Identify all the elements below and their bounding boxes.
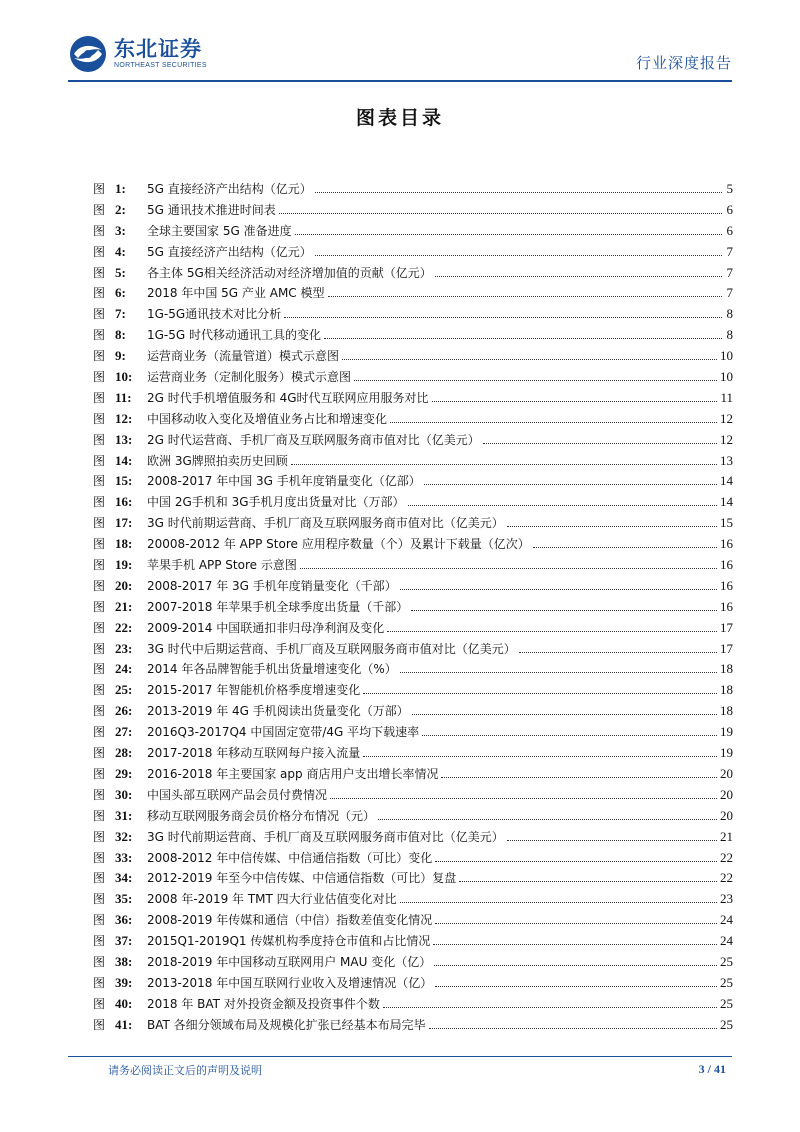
logo-emblem-icon <box>68 34 108 74</box>
figure-number: 41: <box>115 1016 133 1032</box>
dot-leader <box>387 631 717 632</box>
figure-number: 12: <box>115 410 133 426</box>
figure-page-number: 15 <box>720 515 733 531</box>
figure-page-number: 20 <box>720 786 733 802</box>
figure-number: 23: <box>115 640 133 656</box>
figure-title: 2G 时代手机增值服务和 4G时代互联网应用服务对比 <box>147 390 429 405</box>
figure-page-number: 14 <box>720 473 733 489</box>
figure-label: 图 <box>93 432 106 447</box>
figure-page-number: 5 <box>726 181 733 196</box>
figure-entry[interactable] <box>93 577 733 598</box>
figure-title: 欧洲 3G牌照拍卖历史回顾 <box>147 453 288 468</box>
figure-page-number: 17 <box>720 640 733 656</box>
figure-number: 10: <box>115 369 133 385</box>
dot-leader <box>483 443 717 444</box>
figure-page-number: 23 <box>720 891 733 907</box>
figure-label: 图 <box>93 641 106 656</box>
figure-title: 2G 时代运营商、手机厂商及互联网服务商市值对比（亿美元） <box>147 432 480 447</box>
figure-number: 3: <box>115 222 126 238</box>
figure-entry[interactable] <box>93 911 733 932</box>
figure-title: 2016-2018 年主要国家 app 商店用户支出增长率情况 <box>147 766 439 781</box>
figure-page-number: 24 <box>720 933 733 949</box>
figure-entry[interactable] <box>93 786 733 807</box>
figure-number: 27: <box>115 724 133 740</box>
figure-label: 图 <box>93 328 106 343</box>
figure-title: 2018 年中国 5G 产业 AMC 模型 <box>147 286 325 301</box>
dot-leader <box>291 464 717 465</box>
figure-title: 2008-2019 年传媒和通信（中信）指数差值变化情况 <box>147 913 433 928</box>
figure-number: 5: <box>115 264 126 280</box>
figure-number: 35: <box>115 891 133 907</box>
figure-label: 图 <box>93 892 106 907</box>
figure-page-number: 24 <box>720 912 733 928</box>
dot-leader <box>412 714 717 715</box>
dot-leader <box>324 338 722 339</box>
figure-number: 38: <box>115 953 133 969</box>
figure-entry[interactable] <box>93 974 733 995</box>
figure-number: 29: <box>115 765 133 781</box>
figure-page-number: 6 <box>726 201 733 217</box>
figure-label: 图 <box>93 516 106 531</box>
figure-number: 8: <box>115 327 126 343</box>
figure-number: 22: <box>115 619 133 635</box>
figure-entry[interactable] <box>93 264 733 285</box>
figure-title: 2013-2019 年 4G 手机阅读出货量变化（万部） <box>147 704 409 719</box>
figure-entry[interactable] <box>93 723 733 744</box>
figure-page-number: 16 <box>720 536 733 552</box>
figure-entry[interactable] <box>93 932 733 953</box>
figure-page-number: 11 <box>720 389 733 405</box>
figure-entry[interactable] <box>93 389 733 410</box>
dot-leader <box>435 923 717 924</box>
figure-label: 图 <box>93 411 106 426</box>
dot-leader <box>435 276 722 277</box>
dot-leader <box>354 380 717 381</box>
figure-number: 11: <box>115 389 132 405</box>
figure-label: 图 <box>93 725 106 740</box>
figure-number: 14: <box>115 452 133 468</box>
figure-list <box>93 180 733 1037</box>
figure-label: 图 <box>93 766 106 781</box>
dot-leader <box>300 568 717 569</box>
figure-number: 1: <box>115 181 126 196</box>
figure-number: 21: <box>115 598 133 614</box>
dot-leader <box>411 610 717 611</box>
figure-page-number: 7 <box>726 243 733 259</box>
dot-leader <box>400 589 717 590</box>
figure-label: 图 <box>93 265 106 280</box>
figure-title: 2013-2018 年中国互联网行业收入及增速情况（亿） <box>147 975 433 990</box>
figure-label: 图 <box>93 850 106 865</box>
figure-label: 图 <box>93 182 106 196</box>
figure-title: 2017-2018 年移动互联网每户接入流量 <box>147 746 361 761</box>
figure-page-number: 16 <box>720 598 733 614</box>
figure-page-number: 18 <box>720 661 733 677</box>
dot-leader <box>400 672 717 673</box>
figure-entry[interactable] <box>93 305 733 326</box>
figure-label: 图 <box>93 996 106 1011</box>
page-number: 3 / 41 <box>698 1062 726 1076</box>
figure-number: 7: <box>115 306 126 322</box>
figure-page-number: 21 <box>720 828 733 844</box>
figure-label: 图 <box>93 683 106 698</box>
figure-page-number: 12 <box>720 431 733 447</box>
figure-title: 2018-2019 年中国移动互联网用户 MAU 变化（亿） <box>147 954 432 969</box>
figure-label: 图 <box>93 662 106 677</box>
dot-leader <box>519 652 717 653</box>
figure-number: 18: <box>115 536 133 552</box>
figure-page-number: 7 <box>726 285 733 301</box>
figure-label: 图 <box>93 558 106 573</box>
dot-leader <box>284 317 722 318</box>
footer-divider <box>68 1056 732 1057</box>
figure-number: 25: <box>115 682 133 698</box>
figure-entry[interactable] <box>93 410 733 431</box>
figure-title: 2015Q1-2019Q1 传媒机构季度持仓市值和占比情况 <box>147 934 431 949</box>
figure-number: 15: <box>115 473 133 489</box>
figure-entry[interactable] <box>93 431 733 452</box>
figure-page-number: 19 <box>720 745 733 761</box>
figure-label: 图 <box>93 808 106 823</box>
dot-leader <box>533 547 717 548</box>
figure-title: 2012-2019 年至今中信传媒、中信通信指数（可比）复盘 <box>147 871 457 886</box>
dot-leader <box>459 881 717 882</box>
company-logo <box>68 34 207 74</box>
figure-entry[interactable] <box>93 660 733 681</box>
figure-title: 3G 时代前期运营商、手机厂商及互联网服务商市值对比（亿美元） <box>147 516 504 531</box>
figure-number: 24: <box>115 661 133 677</box>
figure-number: 28: <box>115 745 133 761</box>
dot-leader <box>342 359 717 360</box>
dot-leader <box>441 777 717 778</box>
figure-title: 2008-2012 年中信传媒、中信通信指数（可比）变化 <box>147 850 433 865</box>
disclaimer-note: 请务必阅读正文后的声明及说明 <box>108 1064 262 1077</box>
figure-number: 20: <box>115 577 133 593</box>
figure-page-number: 22 <box>720 849 733 865</box>
dot-leader <box>435 861 717 862</box>
figure-label: 图 <box>93 1017 106 1032</box>
figure-entry[interactable] <box>93 681 733 702</box>
figure-label: 图 <box>93 704 106 719</box>
dot-leader <box>422 735 717 736</box>
figure-entry[interactable] <box>93 347 733 368</box>
figure-label: 图 <box>93 934 106 949</box>
figure-page-number: 14 <box>720 494 733 510</box>
figure-entry[interactable] <box>93 535 733 556</box>
dot-leader <box>507 840 717 841</box>
dot-leader <box>424 484 717 485</box>
figure-entry[interactable] <box>93 890 733 911</box>
figure-title: 全球主要国家 5G 准备进度 <box>147 223 292 238</box>
figure-title: 2008-2017 年中国 3G 手机年度销量变化（亿部） <box>147 474 421 489</box>
figure-page-number: 12 <box>720 410 733 426</box>
figure-title: 20008-2012 年 APP Store 应用程序数量（个）及累计下载量（亿次） <box>147 537 530 552</box>
figure-entry[interactable] <box>93 326 733 347</box>
figure-entry[interactable] <box>93 472 733 493</box>
dot-leader <box>429 1028 717 1029</box>
figure-entry[interactable] <box>93 556 733 577</box>
dot-leader <box>328 296 723 297</box>
figure-label: 图 <box>93 746 106 761</box>
figure-label: 图 <box>93 620 106 635</box>
figure-number: 34: <box>115 870 133 886</box>
dot-leader <box>383 1007 717 1008</box>
figure-number: 32: <box>115 828 133 844</box>
figure-label: 图 <box>93 390 106 405</box>
figure-title: 5G 直接经济产出结构（亿元） <box>147 244 312 259</box>
figure-title: 运营商业务（流量管道）模式示意图 <box>147 349 340 364</box>
page-title: 图表目录 <box>355 107 444 129</box>
figure-entry[interactable] <box>93 201 733 222</box>
figure-page-number: 10 <box>720 348 733 364</box>
dot-leader <box>279 213 722 214</box>
figure-page-number: 22 <box>720 870 733 886</box>
figure-page-number: 17 <box>720 619 733 635</box>
figure-number: 6: <box>115 285 126 301</box>
figure-entry[interactable] <box>93 452 733 473</box>
figure-number: 17: <box>115 515 133 531</box>
figure-page-number: 19 <box>720 724 733 740</box>
figure-page-number: 18 <box>720 682 733 698</box>
figure-title: 2015-2017 年智能机价格季度增速变化 <box>147 683 361 698</box>
dot-leader <box>378 819 717 820</box>
figure-number: 40: <box>115 995 133 1011</box>
figure-entry[interactable] <box>93 493 733 514</box>
figure-title: 中国移动收入变化及增值业务占比和增速变化 <box>147 411 388 426</box>
dot-leader <box>435 986 717 987</box>
figure-title: 2018 年 BAT 对外投资金额及投资事件个数 <box>147 996 380 1011</box>
figure-number: 4: <box>115 243 126 259</box>
figure-entry[interactable] <box>93 995 733 1016</box>
figure-page-number: 18 <box>720 703 733 719</box>
figure-entry[interactable] <box>93 598 733 619</box>
figure-entry[interactable] <box>93 222 733 243</box>
figure-label: 图 <box>93 975 106 990</box>
figure-title: 2007-2018 年苹果手机全球季度出货量（千部） <box>147 599 409 614</box>
figure-entry[interactable] <box>93 180 733 201</box>
dot-leader <box>408 505 718 506</box>
figure-number: 2: <box>115 201 126 217</box>
dot-leader <box>432 401 718 402</box>
figure-title: 中国头部互联网产品会员付费情况 <box>147 787 328 802</box>
figure-title: 2009-2014 中国联通扣非归母净利润及变化 <box>147 620 385 635</box>
figure-label: 图 <box>93 202 106 217</box>
figure-title: 2008-2017 年 3G 手机年度销量变化（千部） <box>147 578 397 593</box>
logo-english-name: NORTHEAST SECURITIES <box>114 62 207 69</box>
dot-leader <box>315 255 722 256</box>
figure-entry[interactable] <box>93 368 733 389</box>
dot-leader <box>330 798 717 799</box>
figure-label: 图 <box>93 474 106 489</box>
logo-chinese-name: 东北证券 <box>114 37 202 61</box>
dot-leader <box>363 756 717 757</box>
figure-label: 图 <box>93 286 106 301</box>
figure-page-number: 8 <box>726 327 733 343</box>
figure-label: 图 <box>93 913 106 928</box>
figure-entry[interactable] <box>93 284 733 305</box>
figure-label: 图 <box>93 349 106 364</box>
figure-page-number: 7 <box>726 264 733 280</box>
figure-number: 9: <box>115 348 126 364</box>
figure-label: 图 <box>93 223 106 238</box>
figure-entry[interactable] <box>93 514 733 535</box>
figure-title: 苹果手机 APP Store 示意图 <box>147 558 297 573</box>
figure-label: 图 <box>93 537 106 552</box>
dot-leader <box>315 192 722 193</box>
figure-title: 3G 时代前期运营商、手机厂商及互联网服务商市值对比（亿美元） <box>147 829 504 844</box>
figure-label: 图 <box>93 495 106 510</box>
figure-page-number: 13 <box>720 452 733 468</box>
figure-entry[interactable] <box>93 869 733 890</box>
figure-label: 图 <box>93 871 106 886</box>
dot-leader <box>390 422 717 423</box>
figure-page-number: 25 <box>720 953 733 969</box>
dot-leader <box>295 234 722 235</box>
figure-entry[interactable] <box>93 702 733 723</box>
figure-label: 图 <box>93 787 106 802</box>
figure-title: 中国 2G手机和 3G手机月度出货量对比（万部） <box>147 495 405 510</box>
figure-title: 2014 年各品牌智能手机出货量增速变化（%） <box>147 662 397 677</box>
figure-title: 5G 直接经济产出结构（亿元） <box>147 182 312 196</box>
figure-number: 33: <box>115 849 133 865</box>
report-type-label: 行业深度报告 <box>635 54 732 72</box>
figure-label: 图 <box>93 244 106 259</box>
figure-label: 图 <box>93 370 106 385</box>
figure-title: 1G-5G通讯技术对比分析 <box>147 307 282 322</box>
figure-number: 31: <box>115 807 133 823</box>
figure-page-number: 25 <box>720 1016 733 1032</box>
figure-page-number: 10 <box>720 369 733 385</box>
figure-page-number: 16 <box>720 557 733 573</box>
figure-page-number: 16 <box>720 577 733 593</box>
figure-label: 图 <box>93 453 106 468</box>
figure-title: BAT 各细分领域布局及规模化扩张已经基本布局完毕 <box>147 1017 426 1032</box>
figure-label: 图 <box>93 307 106 322</box>
figure-page-number: 8 <box>726 306 733 322</box>
dot-leader <box>507 526 717 527</box>
figure-page-number: 20 <box>720 765 733 781</box>
figure-title: 1G-5G 时代移动通讯工具的变化 <box>147 328 322 343</box>
figure-label: 图 <box>93 829 106 844</box>
figure-page-number: 6 <box>726 222 733 238</box>
header-divider <box>68 80 732 82</box>
figure-title: 2008 年-2019 年 TMT 四大行业估值变化对比 <box>147 892 397 907</box>
figure-entry[interactable] <box>93 828 733 849</box>
figure-entry[interactable] <box>93 807 733 828</box>
figure-number: 19: <box>115 557 133 573</box>
dot-leader <box>400 902 717 903</box>
figure-entry[interactable] <box>93 849 733 870</box>
figure-entry[interactable] <box>93 765 733 786</box>
dot-leader <box>434 965 717 966</box>
figure-entry[interactable] <box>93 243 733 264</box>
figure-page-number: 25 <box>720 995 733 1011</box>
figure-page-number: 20 <box>720 807 733 823</box>
figure-number: 16: <box>115 494 133 510</box>
figure-entry[interactable] <box>93 744 733 765</box>
figure-entry[interactable] <box>93 1016 733 1037</box>
figure-label: 图 <box>93 599 106 614</box>
figure-page-number: 25 <box>720 974 733 990</box>
figure-number: 37: <box>115 933 133 949</box>
dot-leader <box>363 693 717 694</box>
figure-label: 图 <box>93 954 106 969</box>
page-header <box>68 34 732 78</box>
figure-entry[interactable] <box>93 953 733 974</box>
dot-leader <box>433 944 717 945</box>
figure-title: 移动互联网服务商会员价格分布情况（元） <box>147 808 376 823</box>
figure-number: 26: <box>115 703 133 719</box>
figure-entry[interactable] <box>93 619 733 640</box>
figure-title: 运营商业务（定制化服务）模式示意图 <box>147 370 352 385</box>
figure-number: 36: <box>115 912 133 928</box>
figure-number: 30: <box>115 786 133 802</box>
figure-entry[interactable] <box>93 640 733 661</box>
figure-title: 3G 时代中后期运营商、手机厂商及互联网服务商市值对比（亿美元） <box>147 641 516 656</box>
figure-title: 5G 通讯技术推进时间表 <box>147 202 276 217</box>
figure-number: 13: <box>115 431 133 447</box>
figure-number: 39: <box>115 974 133 990</box>
figure-title: 2016Q3-2017Q4 中国固定宽带/4G 平均下载速率 <box>147 725 420 740</box>
figure-title: 各主体 5G相关经济活动对经济增加值的贡献（亿元） <box>147 265 432 280</box>
figure-label: 图 <box>93 578 106 593</box>
